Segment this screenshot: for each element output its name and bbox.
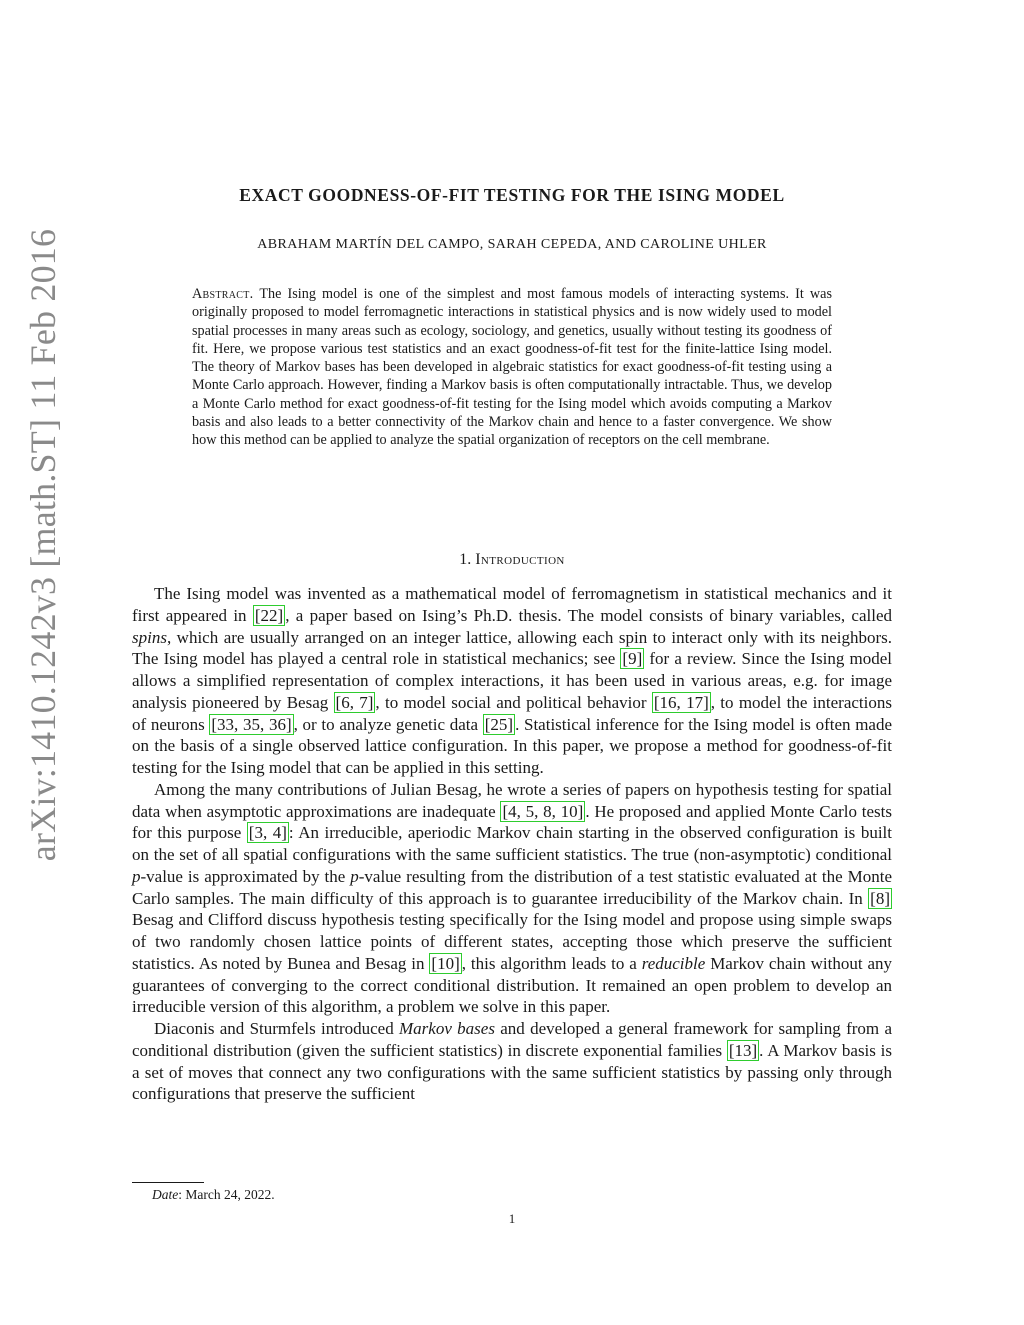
citation-link[interactable]: [25] xyxy=(484,714,514,734)
text-run: . He proposed and applied Monte Carlo tests for this purpose xyxy=(132,801,892,843)
abstract-label: Abstract. xyxy=(192,286,254,302)
body-text xyxy=(132,583,892,1105)
citation-link[interactable]: [3, 4] xyxy=(248,823,287,843)
emphasis-text: Markov bases xyxy=(399,1019,495,1038)
footnote-divider xyxy=(132,1182,204,1183)
paragraph-3 xyxy=(132,1018,892,1105)
text-run: , this algorithm leads to a xyxy=(461,953,642,973)
paragraph-2 xyxy=(132,779,892,1018)
text-run: Besag and Clifford discuss hypothesis testing specifically for the Ising model and propose using simple swaps of two randomly chosen lattice points of different states, accepting those which preserve the sufficient statistics. As noted by Bunea and Besag in xyxy=(132,910,892,973)
citation-link[interactable]: [22] xyxy=(254,605,284,625)
footnote-label: Date xyxy=(152,1187,179,1202)
page-number: 1 xyxy=(508,1211,516,1226)
text-run: for a review. Since the Ising model allows a simplified representation of complex interactions, it has been used in various areas, e.g. for image analysis pioneered by Besag xyxy=(132,649,893,712)
arxiv-identifier-stamp xyxy=(18,145,68,945)
section-name: Introduction xyxy=(475,551,565,568)
abstract xyxy=(192,285,832,450)
text-run: , a paper based on Ising’s Ph.D. thesis. The model consists of binary variables, called xyxy=(285,605,892,625)
text-run: Among the many contributions of Julian Besag, he wrote a series of papers on hypothesis testing for spatial data when asymptotic approximations are inadequate xyxy=(132,779,892,821)
paper-authors: ABRAHAM MARTÍN DEL CAMPO, SARAH CEPEDA, AND CAROLINE UHLER xyxy=(257,237,767,252)
text-run: , which are usually arranged on an integer lattice, allowing each spin to interact only with its neighbors. The Ising model has played a central role in statistical mechanics; see xyxy=(132,627,892,669)
abstract-text: The Ising model is one of the simplest and most famous models of interacting systems. It was originally proposed to model ferromagnetic interactions in statistical physics and is now widely used to model spatial processes in many areas such as ecology, sociology, and genetics, usually without testing its goodness of fit. Here, we propose various test statistics and an exact goodness-of-fit test for the finite-lattice Ising model. The theory of Markov bases has been developed in algebraic statistics for exact goodness-of-fit testing using a Monte Carlo approach. However, finding a Markov basis is often computationally intractable. Thus, we develop a Monte Carlo method for exact goodness-of-fit testing for the Ising model which avoids computing a Markov basis and also leads to a better connectivity of the Markov chain and hence to a faster convergence. We show how this method can be applied to analyze the spatial organization of receptors on the cell membrane. xyxy=(192,286,832,449)
text-run: -value resulting from the distribution of a test statistic evaluated at the Monte Carlo samples. The main difficulty of this approach is to guarantee irreducibility of the Markov chain. In xyxy=(132,866,892,908)
citation-link[interactable]: [8] xyxy=(870,888,890,908)
citation-link[interactable]: [9] xyxy=(622,649,643,669)
citation-link[interactable]: [6, 7] xyxy=(335,692,374,712)
text-run: Diaconis and Sturmfels introduced xyxy=(154,1019,399,1038)
text-run: and developed a general framework for sampling from a conditional distribution (given the sufficient statistics) in discrete exponential families xyxy=(132,1019,892,1060)
text-run: Markov chain without any guarantees of converging to the correct conditional distribution. It remained an open problem to develop an irreducible version of this algorithm, a problem we solve in this paper. xyxy=(132,953,892,1017)
citation-link[interactable]: [4, 5, 8, 10] xyxy=(502,801,584,821)
citation-link[interactable]: [33, 35, 36] xyxy=(211,714,292,734)
citation-link[interactable]: [16, 17] xyxy=(653,692,709,712)
paragraph-1 xyxy=(132,583,892,779)
text-run: The Ising model was invented as a mathematical model of ferromagnetism in statistical mechanics and it first appeared in xyxy=(132,584,892,625)
footnote-date xyxy=(152,1187,275,1203)
text-run: , or to analyze genetic data xyxy=(293,714,483,734)
text-run: : An irreducible, aperiodic Markov chain starting in the observed configuration is built on the set of all spatial configurations with the same sufficient statistics. The true (non-asymptotic) conditional xyxy=(132,823,892,864)
citation-link[interactable]: [13] xyxy=(728,1040,758,1060)
emphasis-text: spins xyxy=(132,627,167,647)
emphasis-text: p xyxy=(350,866,359,886)
text-run: -value is approximated by the xyxy=(140,866,351,886)
text-run: , to model social and political behavior xyxy=(375,692,652,712)
section-heading-introduction xyxy=(0,551,1024,569)
emphasis-text: reducible xyxy=(641,953,706,973)
citation-link[interactable]: [10] xyxy=(431,953,460,973)
emphasis-text: p xyxy=(132,866,141,886)
paper-title: EXACT GOODNESS-OF-FIT TESTING FOR THE ISING MODEL xyxy=(239,185,785,205)
text-run: . A Markov basis is a set of moves that connect any two configurations with the same sufficient statistics by passing only through configurations that preserve the sufficient xyxy=(132,1040,892,1104)
arxiv-identifier-text: arXiv:1410.1242v3 [math.ST] 11 Feb 2016 xyxy=(23,228,63,862)
footnote-value: : March 24, 2022. xyxy=(178,1187,275,1202)
text-run: . Statistical inference for the Ising model is often made on the basis of a single observed lattice configuration. In this paper, we propose a method for goodness-of-fit testing for the Ising model that can be applied in this setting. xyxy=(132,714,893,777)
text-run: , to model the interactions of neurons xyxy=(132,692,892,734)
section-number: 1. xyxy=(459,551,472,568)
